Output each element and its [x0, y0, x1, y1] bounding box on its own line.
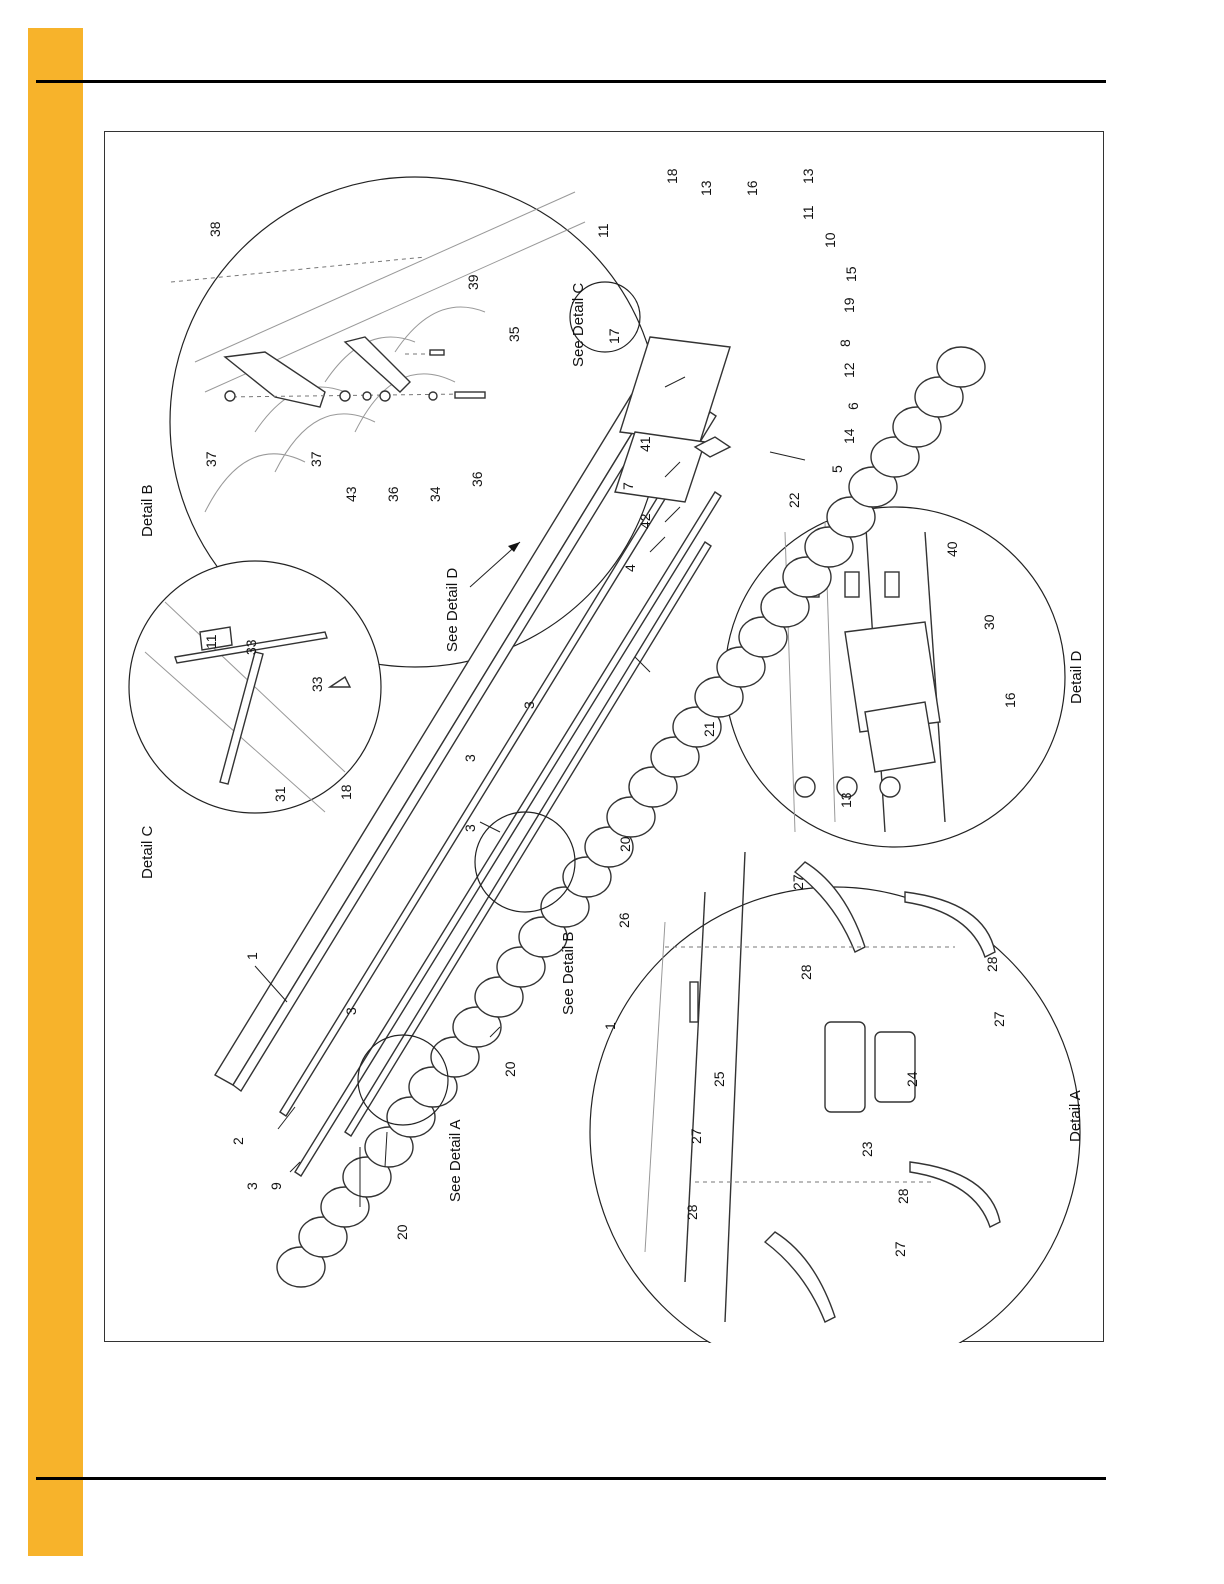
callout-3: 3	[244, 1182, 260, 1190]
callout-36: 36	[469, 471, 485, 487]
callout-32: 33	[243, 639, 259, 655]
callout-41: 41	[637, 436, 653, 452]
callout-36: 36	[385, 486, 401, 502]
callout-20: 20	[502, 1061, 518, 1077]
callout-10: 10	[822, 232, 838, 248]
callout-28: 28	[984, 956, 1000, 972]
detail-d-title: Detail D	[1068, 650, 1085, 704]
callout-13: 13	[698, 180, 714, 196]
callout-7: 7	[620, 482, 636, 490]
callout-43: 43	[343, 486, 359, 502]
callout-1: 1	[244, 952, 260, 960]
callout-21: 21	[701, 721, 717, 737]
callout-3: 3	[462, 824, 478, 832]
callout-13: 13	[800, 168, 816, 184]
detail-c-title: Detail C	[139, 825, 156, 879]
callout-11: 11	[203, 634, 219, 649]
callout-14: 14	[841, 428, 857, 444]
callout-3: 3	[343, 1007, 359, 1015]
callout-28: 28	[798, 964, 814, 980]
callout-16: 16	[1002, 692, 1018, 708]
detail-c-view	[129, 561, 381, 813]
callout-6: 6	[845, 402, 861, 410]
see-detail-c: See Detail C	[570, 282, 587, 367]
footer-rule	[36, 1477, 1106, 1480]
callout-37: 37	[203, 451, 219, 467]
callout-38: 38	[207, 221, 223, 237]
callout-31: 31	[272, 786, 288, 802]
callout-3: 3	[462, 754, 478, 762]
callout-5: 5	[829, 465, 845, 473]
callout-18: 18	[338, 784, 354, 800]
callout-42: 42	[637, 513, 653, 529]
callout-3: 3	[521, 701, 537, 709]
callout-22: 22	[786, 492, 802, 508]
detail-d-view	[725, 507, 1065, 847]
callout-40: 40	[944, 541, 960, 557]
callout-11: 11	[800, 205, 816, 220]
callout-30: 30	[981, 614, 997, 630]
detail-a-title: Detail A	[1067, 1090, 1084, 1142]
callout-37: 37	[308, 451, 324, 467]
accent-side-bar	[28, 28, 83, 1556]
callout-1: 1	[602, 1022, 618, 1030]
detail-a-view	[590, 852, 1080, 1343]
callout-13: 13	[838, 792, 854, 808]
callout-18: 18	[664, 168, 680, 184]
callout-28: 28	[684, 1204, 700, 1220]
callout-12: 12	[841, 362, 857, 378]
callout-27: 27	[991, 1011, 1007, 1027]
callout-34: 34	[427, 486, 443, 502]
callout-11: 11	[595, 223, 611, 238]
callout-25: 25	[711, 1071, 727, 1087]
see-detail-d: See Detail D	[444, 567, 461, 652]
detail-b-title: Detail B	[139, 484, 156, 537]
callout-24: 24	[904, 1071, 920, 1087]
callout-15: 15	[843, 266, 859, 282]
callout-8: 8	[837, 339, 853, 347]
callout-9: 9	[268, 1182, 284, 1190]
callout-2: 2	[230, 1137, 246, 1145]
callout-27: 27	[790, 874, 806, 890]
header-rule	[36, 80, 1106, 83]
callout-4: 4	[622, 564, 638, 572]
see-detail-b: See Detail B	[560, 931, 577, 1015]
callout-17: 17	[606, 328, 622, 344]
callout-35: 35	[506, 326, 522, 342]
callout-33: 33	[309, 676, 325, 692]
callout-39: 39	[465, 274, 481, 290]
callout-23: 23	[859, 1141, 875, 1157]
callout-20: 20	[617, 836, 633, 852]
callout-19: 19	[841, 297, 857, 313]
callout-20: 20	[394, 1224, 410, 1240]
see-detail-a: See Detail A	[447, 1119, 464, 1202]
callout-27: 27	[892, 1241, 908, 1257]
callout-26: 26	[616, 912, 632, 928]
callout-28: 28	[895, 1188, 911, 1204]
exploded-parts-diagram	[105, 132, 1105, 1343]
callout-16: 16	[744, 180, 760, 196]
callout-27: 27	[688, 1128, 704, 1144]
parts-diagram-frame	[104, 131, 1104, 1342]
